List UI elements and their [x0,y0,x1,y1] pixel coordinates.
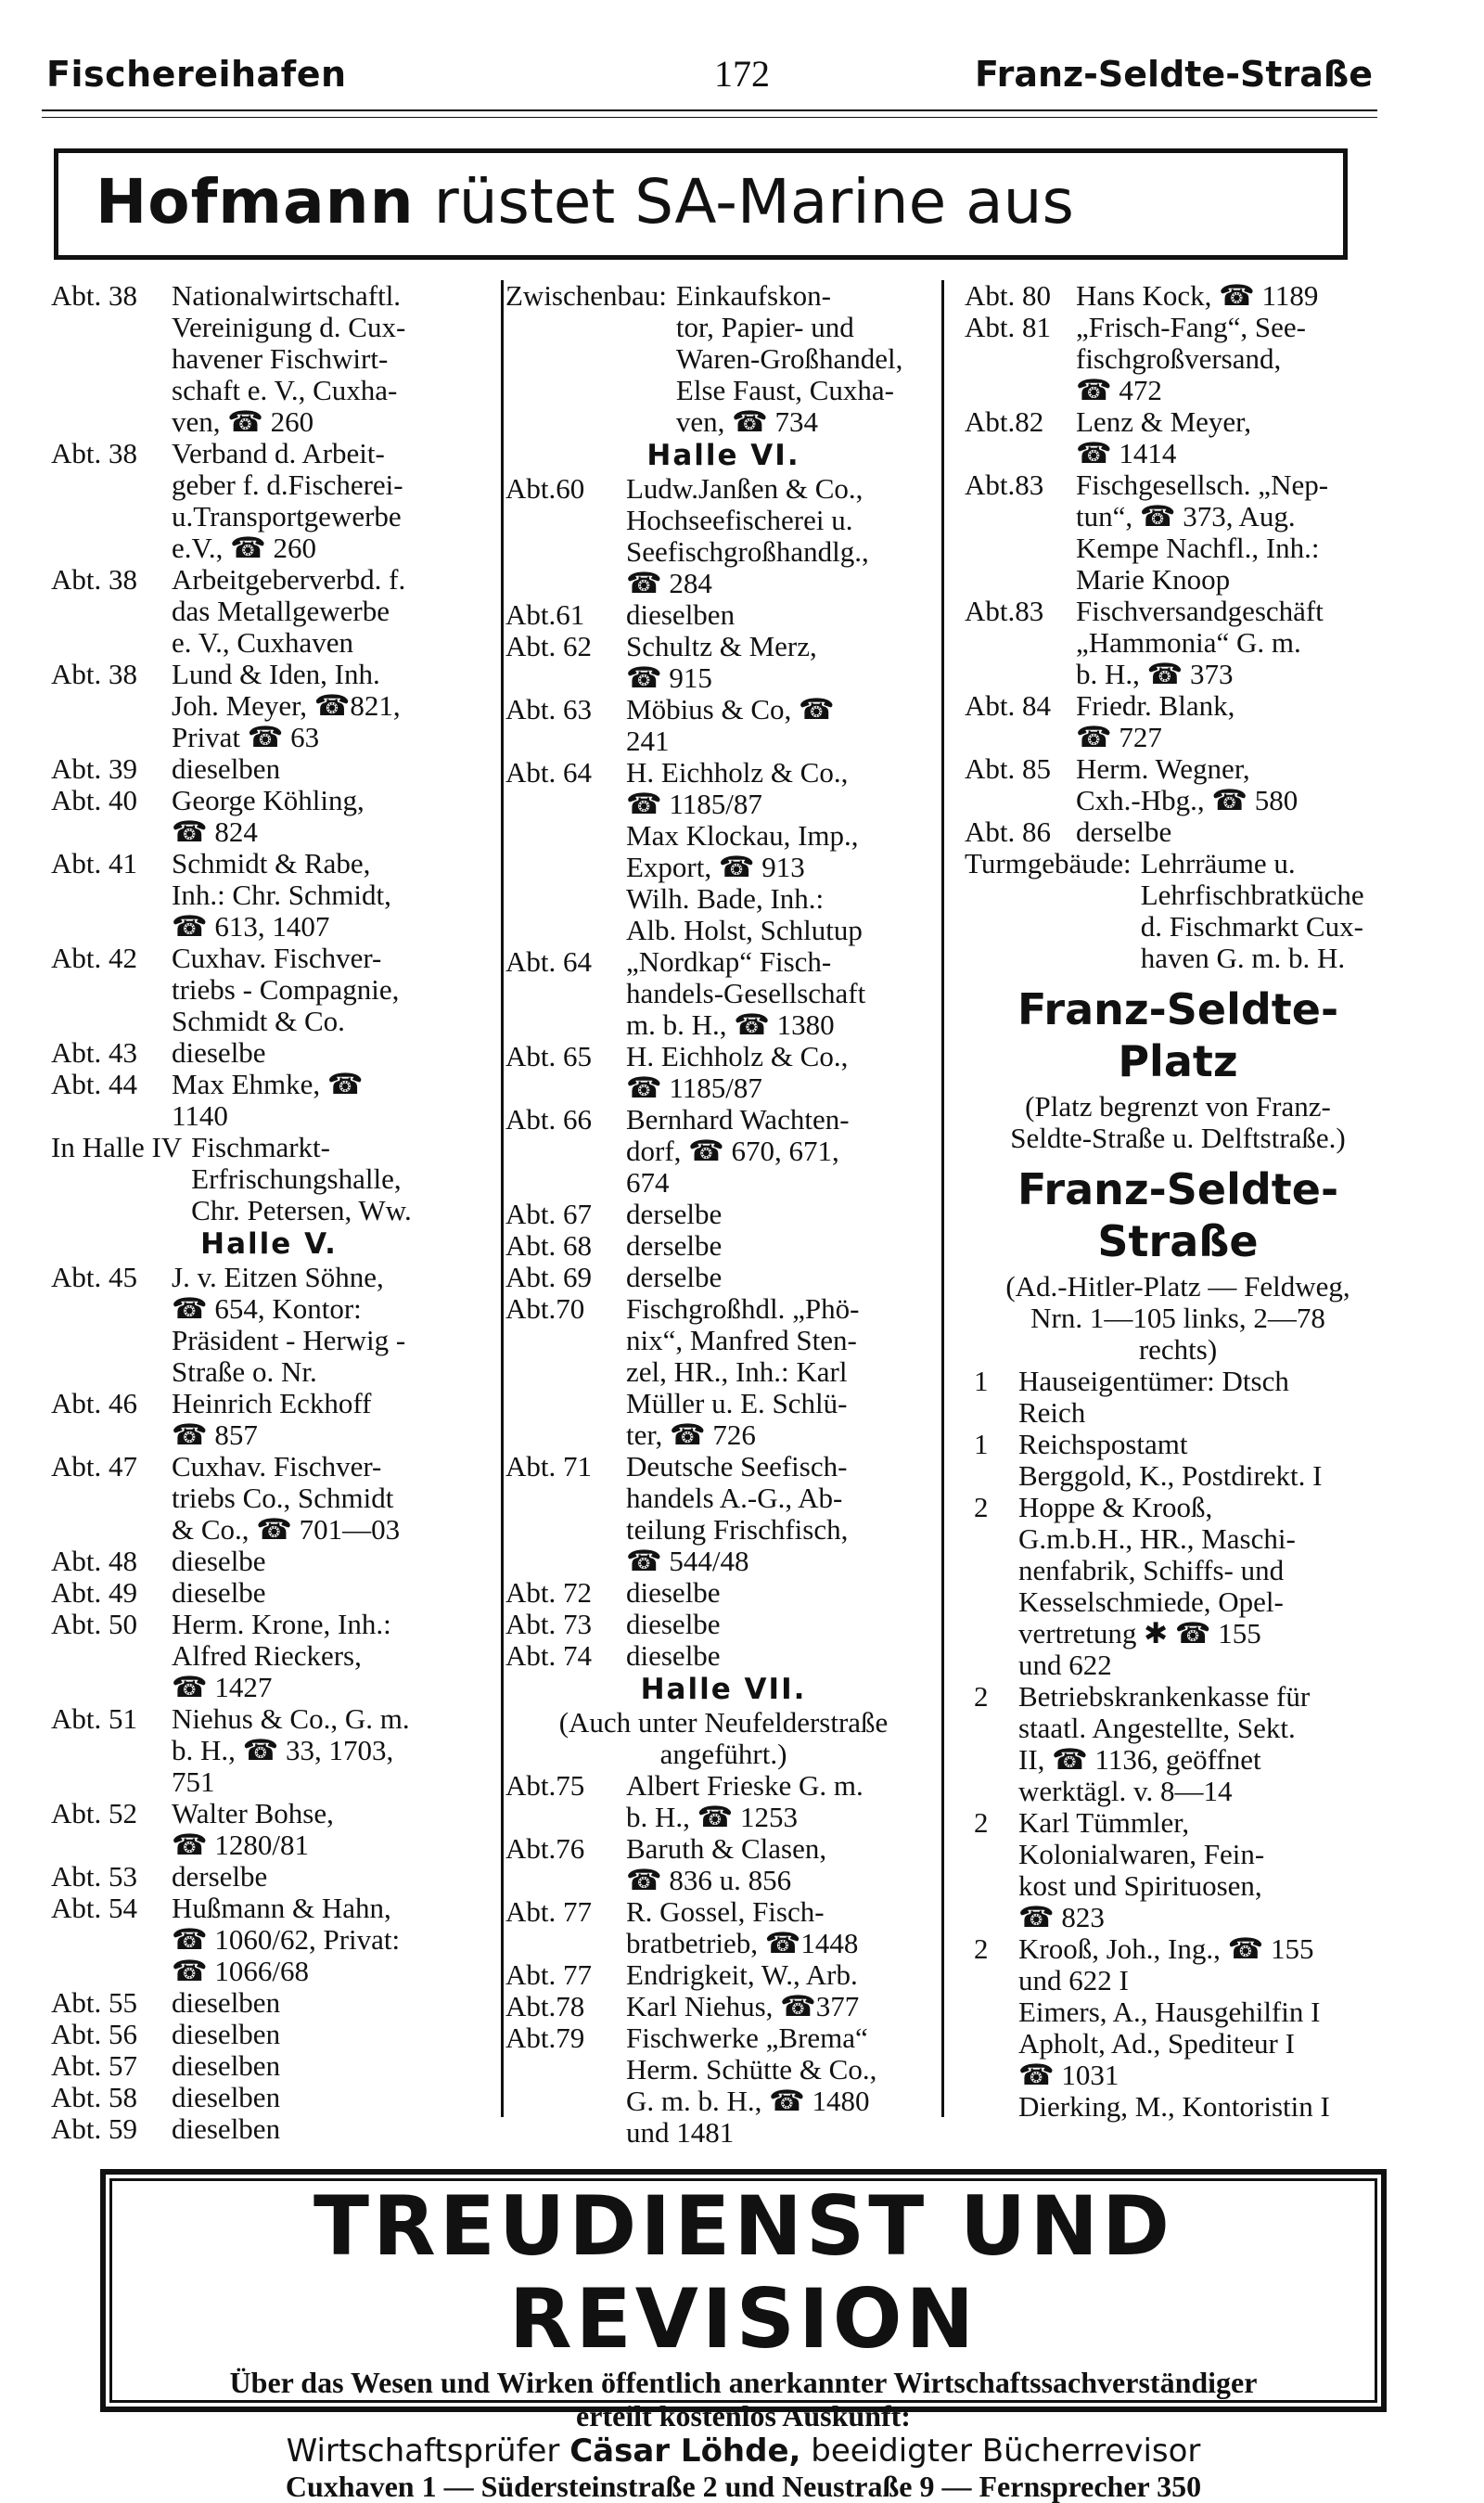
entry-label: Abt. 81 [965,311,1051,343]
entry-text: Hauseigentümer: Dtsch Reich [1018,1365,1289,1429]
directory-entry [965,406,1391,469]
entry-text: Herm. Wegner, Cxh.-Hbg., ☎ 580 [1076,752,1298,816]
entry-text: Verband d. Arbeit- geber f. d.Fischerei- u.Transportgewerbe e.V., ☎ 260 [172,437,403,564]
entry-label: Abt. 86 [965,815,1051,848]
entry-text: derselbe [626,1261,723,1293]
entry-text: Schmidt & Rabe, Inh.: Chr. Schmidt, ☎ 613, 1407 [172,847,391,943]
directory-entry [965,280,1391,312]
entry-label: Abt. 53 [51,1860,137,1893]
house-number: 2 [974,1491,989,1523]
entry-label: Abt. 74 [505,1639,592,1672]
bottom-ad-line4: Cuxhaven 1 — Südersteinstraße 2 und Neustraße 9 — Fernsprecher 350 [285,2470,1202,2503]
bottom-advertisement [100,2169,1387,2503]
entry-label: Abt.78 [505,1990,585,2022]
bottom-ad-line3-name: Cäsar Löhde, [569,2432,801,2470]
section-heading: Halle V. [200,1227,338,1261]
entry-text: dieselbe [626,1576,721,1609]
entry-text: Krooß, Joh., Ing., ☎ 155 und 622 I [1018,1932,1314,1996]
directory-entry [51,1861,487,1893]
entry-text: Fischgesellsch. „Nep- tun“, ☎ 373, Aug. Kempe Nachfl., Inh.: Marie Knoop [1076,469,1329,596]
directory-entry [965,1807,1391,1933]
header-rule-thin [42,117,1377,118]
column-divider-1 [501,280,504,2117]
entry-text: Fischwerke „Brema“ Herm. Schütte & Co., G. m. b. H., ☎ 1480 und 1481 [626,2022,877,2149]
directory-entry [505,1896,941,1959]
entry-text: H. Eichholz & Co., ☎ 1185/87 [626,1040,849,1104]
entry-label: Abt. 38 [51,279,137,312]
directory-entry [965,1933,1391,1996]
directory-entry [51,943,487,1037]
entry-text: Hoppe & Krooß, G.m.b.H., HR., Maschi- nenfabrik, Schiffs- und Kesselschmiede, Opel- vertretung ✱ ☎ 155 und 622 [1018,1491,1296,1681]
entry-label: Abt. 41 [51,847,137,879]
directory-entry [965,1996,1391,2028]
entry-label: Abt. 63 [505,693,592,725]
entry-text: dieselben [172,752,281,785]
top-ad-name: Hofmann [96,166,415,237]
street-heading: Franz-Seldte- Platz [1017,984,1339,1086]
entry-text: derselbe [1076,815,1172,848]
entry-label: Abt. 54 [51,1892,137,1924]
directory-entry [965,816,1391,848]
header-rule [42,109,1377,111]
directory-entry [51,280,487,438]
entry-text: Fischversandgeschäft „Hammonia“ G. m. b. H., ☎ 373 [1076,595,1324,690]
column-2 [505,280,941,2149]
entry-label: Abt. 45 [51,1261,137,1293]
directory-entry [965,1681,1391,1807]
directory-entry [505,1959,941,1991]
entry-label: Abt. 51 [51,1702,137,1735]
entry-text: „Frisch-Fang“, See- fischgroßversand, ☎ 472 [1076,311,1306,406]
entry-label: Abt. 68 [505,1229,592,1262]
entry-label: Abt. 85 [965,752,1051,785]
directory-entry [51,1893,487,1987]
directory-entry [51,2082,487,2113]
entry-text: Niehus & Co., G. m. b. H., ☎ 33, 1703, 751 [172,1702,410,1798]
entry-text: Reichspostamt Berggold, K., Postdirekt. I [1018,1428,1323,1492]
entry-text: Lund & Iden, Inh. Joh. Meyer, ☎821, Privat ☎ 63 [172,658,401,753]
directory-entry [51,2050,487,2082]
entry-text: derselbe [172,1860,268,1893]
directory-entry [51,659,487,753]
directory-entry [505,1230,941,1262]
directory-entry [965,753,1391,816]
entry-text: Hußmann & Hahn, ☎ 1060/62, Privat: ☎ 1066/68 [172,1892,401,1987]
entry-text: Fischmarkt- Erfrischungshalle, Chr. Petersen, Ww. [191,1131,412,1226]
entry-label: Abt. 65 [505,1040,592,1072]
entry-label: Abt. 71 [505,1450,592,1483]
entry-label: Abt. 69 [505,1261,592,1293]
bottom-ad-line3-a: Wirtschaftsprüfer [286,2432,560,2470]
entry-text: Heinrich Eckhoff ☎ 857 [172,1387,372,1451]
house-number: 2 [974,1932,989,1965]
directory-entry [965,2028,1391,2091]
directory-entry [51,1388,487,1451]
street-heading: Franz-Seldte- Straße [1017,1164,1339,1266]
section-note: (Platz begrenzt von Franz- Seldte-Straße u. Delftstraße.) [1010,1090,1346,1154]
entry-text: Betriebskrankenkasse für staatl. Angestellte, Sekt. II, ☎ 1136, geöffnet werktägl. v. 8—14 [1018,1680,1311,1807]
entry-label: Abt. 55 [51,1986,137,2019]
entry-label: Abt. 42 [51,942,137,974]
directory-entry [505,694,941,757]
directory-entry [51,1451,487,1546]
directory-entry [51,1037,487,1069]
entry-label: Abt.83 [965,469,1044,501]
entry-label: Abt. 56 [51,2018,137,2050]
directory-entry [505,1833,941,1896]
directory-entry [505,2022,941,2149]
entry-label: Abt. 73 [505,1608,592,1640]
directory-entry [505,1104,941,1199]
bottom-ad-line3 [106,2432,1381,2470]
directory-entry [51,848,487,943]
entry-label: Abt.82 [965,405,1044,438]
entry-text: George Köhling, ☎ 824 [172,784,365,848]
directory-entry [965,2091,1391,2123]
directory-entry [505,1262,941,1293]
entry-text: Herm. Krone, Inh.: Alfred Rieckers, ☎ 1427 [172,1608,391,1703]
entry-text: Hans Kock, ☎ 1189 [1076,279,1319,312]
entry-text: Einkaufskon- tor, Papier- und Waren-Großhandel, Else Faust, Cuxha- ven, ☎ 734 [675,279,903,438]
entry-label: Abt. 38 [51,563,137,596]
directory-entry [965,690,1391,753]
entry-text: Möbius & Co, ☎ 241 [626,693,835,757]
directory-entry [51,1987,487,2019]
entry-label: Abt. 66 [505,1103,592,1136]
entry-text: Max Ehmke, ☎ 1140 [172,1068,364,1132]
entry-label: Abt.70 [505,1292,585,1325]
entry-label: Abt. 38 [51,437,137,469]
directory-entry [505,757,941,946]
entry-label: Abt.75 [505,1769,585,1802]
house-number: 1 [974,1365,989,1397]
entry-text: Endrigkeit, W., Arb. [626,1958,858,1991]
top-ad-text: rüstet SA-Marine aus [433,166,1074,237]
directory-entry [51,1577,487,1609]
entry-text: Apholt, Ad., Spediteur I ☎ 1031 [1018,2027,1295,2091]
entry-label: Abt.60 [505,472,585,505]
house-number: 1 [974,1428,989,1460]
entry-label: Abt. 38 [51,658,137,690]
directory-entry [965,1366,1391,1429]
entry-text: Friedr. Blank, ☎ 727 [1076,689,1235,753]
entry-text: Eimers, A., Hausgehilfin I [1018,1996,1321,2028]
entry-text: Baruth & Clasen, ☎ 836 u. 856 [626,1832,827,1896]
entry-label: Zwischenbau: [505,279,667,312]
entry-text: Cuxhav. Fischver- triebs Co., Schmidt & Co., ☎ 701—03 [172,1450,401,1546]
section-note: (Ad.-Hitler-Platz — Feldweg, Nrn. 1—105 links, 2—78 rechts) [1005,1270,1350,1366]
directory-entry [51,2019,487,2050]
directory-entry [51,1546,487,1577]
entry-text: Karl Niehus, ☎377 [626,1990,860,2022]
column-1 [51,280,487,2145]
header-left: Fischereihafen [46,54,347,95]
directory-entry [51,1609,487,1703]
entry-text: dieselben [172,2081,281,2113]
entry-label: Abt.61 [505,598,585,631]
entry-label: Abt. 80 [965,279,1051,312]
entry-text: Dierking, M., Kontoristin I [1018,2090,1330,2123]
directory-entry [505,1199,941,1230]
directory-entry [505,1991,941,2022]
entry-text: R. Gossel, Fisch- bratbetrieb, ☎1448 [626,1895,859,1959]
entry-text: dieselbe [172,1576,266,1609]
house-number: 2 [974,1806,989,1839]
entry-label: Abt. 64 [505,756,592,789]
section-heading: Halle VII. [640,1673,807,1706]
entry-label: Abt. 84 [965,689,1051,722]
entry-text: dieselbe [172,1036,266,1069]
entry-text: Deutsche Seefisch- handels A.-G., Ab- teilung Frischfisch, ☎ 544/48 [626,1450,849,1577]
entry-text: Walter Bohse, ☎ 1280/81 [172,1797,334,1861]
entry-text: derselbe [626,1229,723,1262]
entry-label: Abt. 44 [51,1068,137,1100]
entry-label: Abt.76 [505,1832,585,1865]
entry-label: In Halle IV [51,1131,183,1163]
entry-label: Abt.79 [505,2022,585,2054]
column-3 [965,280,1391,2123]
directory-entry [51,1069,487,1132]
entry-text: Nationalwirtschaftl. Vereinigung d. Cux- havener Fischwirt- schaft e. V., Cuxha- ven, ☎ 260 [172,279,406,438]
bottom-ad-line3-b: beeidigter Bücherrevisor [811,2432,1201,2470]
entry-label: Abt. 77 [505,1958,592,1991]
entry-label: Abt. 39 [51,752,137,785]
entry-text: „Nordkap“ Fisch- handels-Gesellschaft m. b. H., ☎ 1380 [626,945,866,1041]
entry-label: Abt. 47 [51,1450,137,1483]
entry-label: Abt. 46 [51,1387,137,1419]
directory-entry [505,473,941,599]
page-header [46,46,1373,102]
directory-entry [965,848,1391,974]
entry-label: Abt. 43 [51,1036,137,1069]
entry-text: Arbeitgeberverbd. f. das Metallgewerbe e. V., Cuxhaven [172,563,406,659]
directory-entry [51,564,487,659]
bottom-ad-title: TREUDIENST UND REVISION [313,2178,1174,2367]
directory-entry [505,1770,941,1833]
directory-entry [965,469,1391,596]
entry-text: dieselbe [626,1639,721,1672]
directory-entry [505,1293,941,1451]
entry-text: Ludw.Janßen & Co., Hochseefischerei u. Seefischgroßhandlg., ☎ 284 [626,472,869,599]
directory-entry [505,1577,941,1609]
entry-text: Bernhard Wachten- dorf, ☎ 670, 671, 674 [626,1103,850,1199]
entry-text: J. v. Eitzen Söhne, ☎ 654, Kontor: Präsident - Herwig - Straße o. Nr. [172,1261,406,1388]
column-divider-2 [941,280,944,2117]
directory-entry [51,1798,487,1861]
directory-entry [505,631,941,694]
top-advertisement [54,148,1348,260]
entry-label: Abt. 62 [505,630,592,662]
entry-text: Fischgroßhdl. „Phö- nix“, Manfred Sten- zel, HR., Inh.: Karl Müller u. E. Schlü- ter, ☎ 726 [626,1292,860,1451]
entry-label: Abt. 77 [505,1895,592,1928]
directory-entry [51,785,487,848]
directory-entry [965,312,1391,406]
directory-entry [505,1451,941,1577]
entry-text: dieselben [172,2112,281,2145]
directory-entry [51,438,487,564]
directory-entry [51,2113,487,2145]
entry-text: dieselben [172,2018,281,2050]
entry-label: Turmgebäude: [965,847,1132,879]
directory-entry [51,1703,487,1798]
entry-text: Albert Frieske G. m. b. H., ☎ 1253 [626,1769,864,1833]
directory-entry [965,596,1391,690]
entry-text: dieselben [172,1986,281,2019]
bottom-ad-line2: erteilt kostenlos Auskunft: [576,2399,911,2432]
entry-label: Abt.83 [965,595,1044,627]
entry-text: dieselbe [172,1545,266,1577]
directory-entry [505,946,941,1041]
directory-entry [505,1609,941,1640]
entry-label: Abt. 52 [51,1797,137,1829]
directory-entry [965,1492,1391,1681]
entry-text: Lenz & Meyer, ☎ 1414 [1076,405,1251,469]
header-right: Franz-Seldte-Straße [975,54,1373,95]
entry-text: Cuxhav. Fischver- triebs - Compagnie, Schmidt & Co. [172,942,400,1037]
directory-entry [505,1041,941,1104]
entry-text: derselbe [626,1198,723,1230]
entry-label: Abt. 64 [505,945,592,978]
entry-label: Abt. 59 [51,2112,137,2145]
directory-entry [51,1262,487,1388]
page-number: 172 [714,53,770,95]
entry-label: Abt. 48 [51,1545,137,1577]
directory-entry [51,753,487,785]
entry-label: Abt. 50 [51,1608,137,1640]
entry-label: Abt. 40 [51,784,137,816]
entry-label: Abt. 57 [51,2049,137,2082]
entry-text: dieselben [626,598,736,631]
section-note: (Auch unter Neufelderstraße angeführt.) [558,1706,889,1770]
directory-entry [505,1640,941,1672]
entry-text: Schultz & Merz, ☎ 915 [626,630,817,694]
directory-entry [505,599,941,631]
entry-label: Abt. 72 [505,1576,592,1609]
directory-entry [51,1132,487,1226]
section-heading: Halle VI. [646,439,800,472]
entry-label: Abt. 58 [51,2081,137,2113]
directory-entry [505,280,941,438]
entry-text: H. Eichholz & Co., ☎ 1185/87 Max Klockau, Imp., Export, ☎ 913 Wilh. Bade, Inh.: Alb. Holst, Schlutup [626,756,863,946]
entry-label: Abt. 67 [505,1198,592,1230]
entry-text: dieselben [172,2049,281,2082]
entry-label: Abt. 49 [51,1576,137,1609]
directory-entry [965,1429,1391,1492]
entry-text: Lehrräume u. Lehrfischbratküche d. Fischmarkt Cux- haven G. m. b. H. [1140,847,1364,974]
entry-text: Karl Tümmler, Kolonialwaren, Fein- kost und Spirituosen, ☎ 823 [1018,1806,1265,1933]
house-number: 2 [974,1680,989,1713]
entry-text: dieselbe [626,1608,721,1640]
bottom-ad-line1: Über das Wesen und Wirken öffentlich anerkannter Wirtschaftssachverständiger [229,2366,1258,2399]
